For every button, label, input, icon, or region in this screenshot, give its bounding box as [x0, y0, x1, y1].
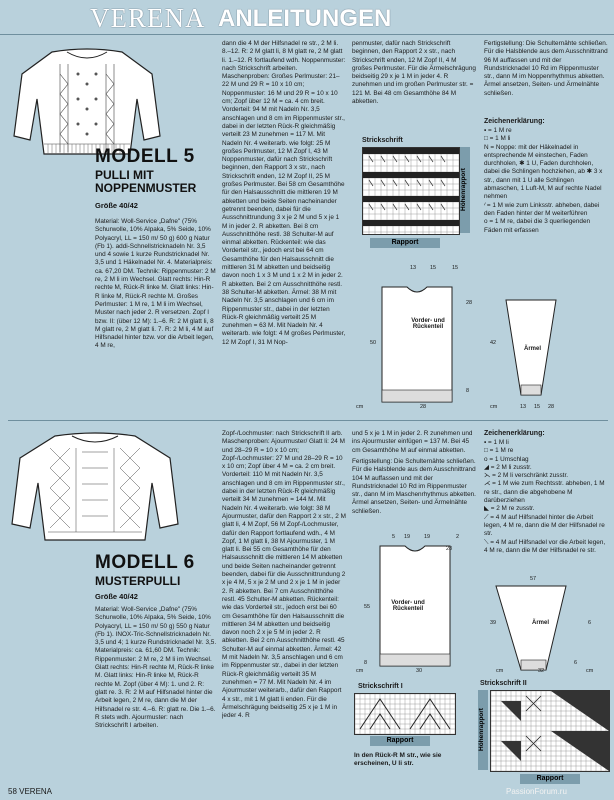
- legend-item: o = 1 Umschlag: [484, 455, 529, 463]
- legend-item: N = Noppe: mit der Häkelnadel in entsprechende M einstechen, Faden durchholen, ✱ 1 U, Faden durchholen, dabei die Schlingen hochziehen, ab ✱ 3 x str., dann mit 1 U alle Schlingen abmaschen, 1 Luft-M, M auf rechte Nadel nehmen: [484, 143, 603, 201]
- model6-legend-title: Zeichenerklärung:: [484, 430, 545, 437]
- page-header: [0, 0, 614, 35]
- section-divider: [8, 420, 608, 421]
- model6-stitch-chart-2: [490, 690, 610, 772]
- page-number: 58 VERENA: [8, 787, 53, 796]
- dim-label: cm: [490, 404, 498, 410]
- dim-label: 8: [364, 660, 368, 666]
- dim-label: 42: [490, 340, 497, 346]
- dim-label: 19: [404, 534, 411, 540]
- dim-label: 15: [430, 265, 437, 271]
- dim-label: 13: [520, 404, 527, 410]
- dim-label: 19: [424, 534, 431, 540]
- model6-material-text: Material: Woll-Service „Dafne" (75% Schurwolle, 10% Alpaka, 5% Seide, 10% Polyacryl, LL = 150 m/ 50 g) 550 g Natur (Fb 1). INOX-Tric-Schnellstricknadeln Nr. 3,5 und 4; 1 kurze Rundstricknadel Nr. 3,5. Materialpreis: ca. 61,60 DM. Technik: Rippenmuster: 2 M re, 2 M li im Wechsel. Glatt rechts: Hin-R rechte M, Rück-R linke M. Glatt links: Hin-R linke M, Rück-R rechte M. Zopf (über 4 M): 1. und 2. R: glatt re. 3. R: 2 M auf Hilfsnadel hinter die Arbeit legen, 2 M re, dann die M der Hilfsnadel re str. 4.–6. R: glatt re. Die 1.–6. R stets wdh. Ajourmuster: nach Strickschrift I arbeiten.: [95, 606, 217, 730]
- legend-item: ⟋ = 4 M auf Hilfsnadel hinter die Arbeit legen, 4 M re, dann die M der Hilfsnadel re str.: [484, 513, 605, 538]
- dim-label: 8: [466, 388, 470, 394]
- model5-chart-label: Strickschrift: [362, 137, 403, 144]
- legend-item: ▪ = 1 M li: [484, 439, 509, 446]
- legend-item: ◣ = 2 M re zusstr.: [484, 505, 535, 513]
- model6-sleeve-label: Ärmel: [532, 620, 550, 626]
- model5-finish-text: Fertigstellung: Die Schulternähte schließen. Für die Halsblende aus dem Ausschnittrand 96 M auffassen und mit der Rundstricknadel 10 Rd im Rippenmuster str., dann M im Noppenrhythmus abketten. Ärmel ansetzen, Seiten- und Ärmelnähte schließen.: [484, 40, 608, 97]
- model5-title: MODELL 5: [95, 146, 195, 167]
- model6-chart1-label: Strickschrift I: [358, 683, 403, 690]
- model6-body-label: Vorder- und Rückenteil: [391, 600, 425, 612]
- dim-label: 28: [446, 546, 453, 552]
- dim-label: 50: [370, 340, 377, 346]
- sweater-illustration-6: [10, 428, 180, 550]
- dim-label: 39: [490, 620, 497, 626]
- dim-label: 5: [392, 534, 396, 540]
- model5-sleeve-schematic: [486, 290, 606, 410]
- model6-legend: [484, 439, 608, 574]
- legend-item: ⟍ = 4 M auf Hilfsnadel vor die Arbeit legen, 4 M re, dann die M der Hilfsnadel re str.: [484, 538, 606, 554]
- model6-size: Größe 40/42: [95, 592, 138, 601]
- legend-item: ⋋ = 2 M li verschränkt zusstr.: [484, 472, 568, 480]
- model6-subtitle: MUSTERPULLI: [95, 574, 181, 588]
- model6-chart2-label: Strickschrift II: [480, 680, 527, 687]
- legend-item: ⁄ = 1 M wie zum Linksstr. abheben, dabei den Faden hinter der M weiterführen: [484, 201, 600, 217]
- dim-label: 32: [538, 668, 545, 674]
- section-title: ANLEITUNGEN: [218, 5, 392, 32]
- dim-label: 15: [534, 404, 541, 410]
- dim-label: 28: [466, 300, 473, 306]
- legend-item: ⋌ = 1 M wie zum Rechtsstr. abheben, 1 M re str., dann die abgehobene M darüberziehen: [484, 480, 605, 505]
- model6-chart2-rapport: Rapport: [520, 774, 580, 784]
- model5-rapport-bar: Rapport: [370, 238, 440, 248]
- model6-chart-note: In den Rück-R M str., wie sie erscheinen, U li str.: [354, 752, 442, 767]
- model5-size: Größe 40/42: [95, 201, 138, 210]
- dim-label: 15: [452, 265, 459, 271]
- model6-sleeve-schematic: [486, 580, 606, 680]
- model6-instructions-text: Zopf-/Lochmuster: nach Strickschrift II arb. Maschenproben: Ajourmuster/ Glatt li: 24 M und 28–29 R = 10 x 10 cm; Zopf-/Lochmuster: 27 M und 28–29 R = 10 x 10 cm; Zopf über 4 M = ca. 2 cm breit. Vorderteil: 110 M mit Nadeln Nr. 3,5 anschlagen und 8 cm im Rippenmuster str., dabei in der letzten Rück-R gleichmäßig verteilt 34 M zunehmen = 144 M. Mit Nadeln Nr. 4 weiterarb. wie folgt: 38 M Ajourmuster, dafür den Rapport 2 x str., 2 M glatt li, 4 M Zopf, 56 M Zopf-/Lochmuster, dafür den Rapport fortlaufend wdh., 4 M Zopf, 1 M glatt li, 38 M Ajourmuster, 1 M glatt li. Bei 55 cm Gesamthöhe für den Halsausschnitt die mittleren 14 M abketten und beide Seiten nacheinander getrennt beenden, dabei für die Ausschnittrundung 2 x je 4 M, 5 x je 2 M und 2 x je 1 M in jeder 2. R abketten. Bei 7 cm Ausschnitthöhe restl. 45 Schulter-M abketten. Rückenteil: wie das Vorderteil str., jedoch erst bei 60 cm Gesamthöhe für den Halsausschnitt die mittleren 34 M abketten und beidseitig davon noch 2 x je 5 M in jeder 2. R abketten. Bei 2 cm Ausschnitthöhe restl. 45 Schulter-M auf einmal abketten. Ärmel: 42 M mit Nadeln Nr. 3,5 anschlagen und 6 cm im Rippenmuster str., dabei in der letzten Rück-R gleichmäßig verteilt 35 M zunehmen = 77 M. Mit Nadeln Nr. 4 im Ajourmuster weiterarb., dafür den Rapport 4 x str., mit 1 M glatt li enden. Für die Ärmelschrägung beidseitig 25 x je 1 M in jeder 4. R: [222, 430, 346, 720]
- model5-height-rapport: Höhenrapport: [460, 147, 470, 233]
- model5-body-label: Vorder- und Rückenteil: [411, 318, 445, 330]
- dim-label: cm: [356, 668, 364, 674]
- dim-label: 2: [456, 534, 460, 540]
- model6-title: MODELL 6: [95, 552, 195, 573]
- legend-item: ▪ = 1 M re: [484, 127, 512, 134]
- dim-label: 13: [410, 265, 417, 271]
- model6-instructions-cont: und 5 x je 1 M in jeder 2. R zunehmen und ins Ajourmuster einfügen = 137 M. Bei 45 cm Gesamthöhe M auf einmal abketten.: [352, 430, 473, 454]
- model5-sleeve-label: Ärmel: [524, 346, 542, 352]
- watermark: PassionForum.ru: [506, 787, 567, 796]
- dim-label: cm: [586, 668, 594, 674]
- legend-item: o = 1 M re, dabei die 3 querliegenden Fäden mit erfassen: [484, 218, 591, 234]
- dim-label: 28: [548, 404, 555, 410]
- model5-legend-title: Zeichenerklärung:: [484, 118, 545, 125]
- brand-logo: VERENA: [90, 3, 206, 33]
- dim-label: 6: [574, 660, 578, 666]
- model6-height-rapport: Höhenrapport: [478, 690, 488, 770]
- dim-label: 30: [416, 668, 423, 674]
- model5-subtitle-1: PULLI MIT: [95, 168, 154, 182]
- model6-chart1-rapport: Rapport: [370, 736, 430, 746]
- model5-instructions-text: dann die 4 M der Hilfsnadel re str., 2 M li. 8.–12. R: 2 M glatt li, 8 M glatt re, 2 M glatt li. 1.–12. R fortlaufend wdh. Noppenmuster: nach Strickschrift arbeiten. Maschenproben: Großes Perlmuster: 21–22 M und 29 R = 10 x 10 cm; Noppenmuster: 16 M und 29 R = 10 x 10 cm; Zopf über 12 M = ca. 4 cm breit. Vorderteil: 94 M mit Nadeln Nr. 3,5 anschlagen und 8 cm im Rippenmuster str., dabei in der letzten Rück-R gleichmäßig verteilt 23 M zunehmen = 117 M. Mit Nadeln Nr. 4 weiterarb. wie folgt: 25 M großes Perlmuster, 12 M Zopf I, 43 M Noppenmuster, dafür nach Strickschrift beginnen, den Rapport 3 x str., nach Strickschrift enden, 12 M Zopf II, 25 M großes Perlmuster. Bei 58 cm Gesamthöhe für den Halsausschnitt die mittleren 19 M abketten und beide Seiten nacheinander getrennt beenden, dabei für die Ausschnittrundung 3 x je 2 M und 5 x je 1 M in jeder 2. R abketten. Bei 8 cm Ausschnitthöhe restl. 38 Schulter-M auf einmal abketten. Rückenteil: wie das Vorderteil str., jedoch erst bei 64 cm Gesamthöhe für den Halsausschnitt die mittleren 31 M abketten und beidseitig davon noch 1 x 3 M und 1 x 2 M in jeder 2. R abketten. Bei 2 cm Ausschnitthöhe restl. 38 Schulter-M abketten. Ärmel: 38 M mit Nadeln Nr. 3,5 anschlagen und 6 cm im Rippenmuster str., dabei in der letzten Rück-R gleichmäßig verteilt 25 M zunehmen = 63 M. Mit Nadeln Nr. 4 weiterarb. wie folgt: 4 M großes Perlmuster, 12 M Zopf I, 31 M Nop-: [222, 40, 346, 346]
- dim-label: 28: [420, 404, 427, 410]
- model5-subtitle-2: NOPPENMUSTER: [95, 181, 197, 195]
- dim-label: 55: [364, 604, 371, 610]
- dim-label: cm: [496, 668, 504, 674]
- model5-legend: [484, 127, 608, 245]
- model6-finish-text: Fertigstellung: Die Schulternähte schließen. Für die Halsblende aus dem Ausschnittrand 104 M auffassen und mit der Rundstricknadel 10 Rd im Rippenmuster str., dann M im Maschenrhythmus abketten. Ärmel ansetzen, Seiten- und Ärmelnähte schließen.: [352, 458, 476, 515]
- dim-label: 6: [588, 620, 592, 626]
- legend-item: □ = 1 M re: [484, 447, 514, 455]
- model5-material-text: Material: Woll-Service „Dafne" (75% Schurwolle, 10% Alpaka, 5% Seide, 10% Polyacryl, LL = 150 m/ 50 g) 600 g Natur (Fb 1). addi-Schnellstricknadeln Nr. 3,5 und 4 sowie 1 kurze Rundstricknadel Nr. 3,5 und 1 Häkelnadel Nr. 4. Materialpreis: ca. 67,20 DM. Technik: Rippenmuster: 2 M re, 2 M li im Wechsel. Glatt rechts: Hin-R rechte M, Rück-R linke M. Glatt links: Hin-R linke M, Rück-R rechte M. Großes Perlmuster: 1 M re, 1 M li im Wechsel, Muster nach jeder 2. R versetzen. Zopf I bzw. II: (über 12 M): 1.–6. R: 2 M glatt li, 8 M glatt re, 2 M glatt li. 7. R: 2 M li, 4 M auf Hilfsnadel hinter bzw. vor die Arbeit legen, 4 M re,: [95, 218, 216, 350]
- model6-stitch-chart-1: [354, 693, 456, 735]
- model5-instructions-cont: penmuster, dafür nach Strickschrift beginnen, den Rapport 2 x str., nach Strickschrift enden, 12 M Zopf II, 4 M großes Perlmuster. Für die Ärmelschrägung beidseitig 29 x je 1 M in jeder 4. R zunehmen und im großen Perlmuster str. = 121 M. Bei 48 cm Gesamthöhe 84 M abketten.: [352, 40, 476, 106]
- dim-label: 57: [530, 576, 537, 582]
- model5-stitch-chart: [362, 147, 460, 235]
- legend-item: □ = 1 M li: [484, 135, 511, 143]
- legend-item: ◢ = 2 M li zusstr.: [484, 463, 532, 471]
- dim-label: cm: [356, 404, 364, 410]
